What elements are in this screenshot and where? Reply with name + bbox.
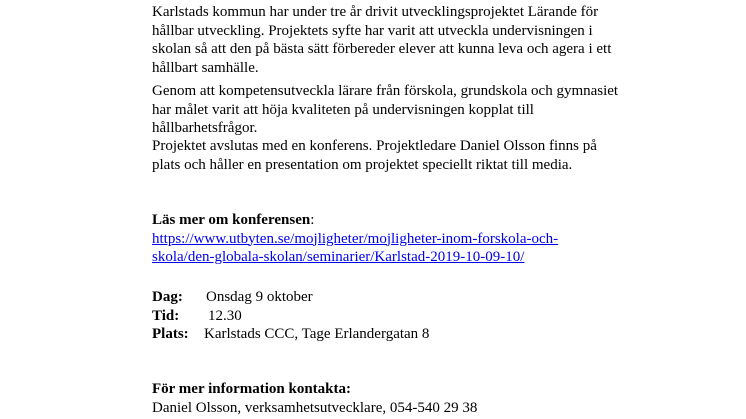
contact-line-1: Daniel Olsson, verksamhetsutvecklare, 054-540 29 38 xyxy=(152,399,478,416)
read-more-colon: : xyxy=(310,212,315,228)
conference-link-line-1[interactable]: https://www.utbyten.se/mojligheter/mojligheter-inom-forskola-och- xyxy=(152,230,559,247)
event-day-value: Onsdag 9 oktober xyxy=(206,289,313,305)
event-details xyxy=(152,288,622,344)
intro-paragraph-1: Karlstads kommun har under tre år drivit utvecklingsprojektet Lärande för hållbar utveckling. Projektets syfte har varit att utveckla undervisningen i skolan så att den på bästa sätt förbereder elever att kunna leva och agera i ett hållbart samhälle. xyxy=(152,4,612,76)
event-time-row xyxy=(152,307,622,326)
event-place-label: Plats: xyxy=(152,326,189,343)
event-day-row xyxy=(152,288,622,307)
event-time-value: 12.30 xyxy=(208,307,242,324)
conference-link-line-2[interactable]: skola/den-globala-skolan/seminarier/Karlstad-2019-10-09-10/ xyxy=(152,249,525,266)
read-more-section xyxy=(152,211,622,267)
event-day-label: Dag: xyxy=(152,289,183,305)
event-time-label: Tid: xyxy=(152,307,180,324)
event-place-value: Karlstads CCC, Tage Erlandergatan 8 xyxy=(204,326,430,343)
read-more-heading: Läs mer om konferensen xyxy=(152,212,311,228)
contact-heading: För mer information kontakta: xyxy=(152,381,352,397)
intro-paragraph-3: Projektet avslutas med en konferens. Projektledare Daniel Olsson finns på plats och håller en presentation om projektet speciellt riktat till media. xyxy=(152,138,597,173)
intro-paragraph-2: Genom att kompetensutveckla lärare från förskola, grundskola och gymnasiet har målet varit att höja kvaliteten på undervisningen kopplat till hållbarhetsfrågor. xyxy=(152,83,619,137)
event-place-row xyxy=(152,325,622,344)
contact-section xyxy=(152,380,622,417)
